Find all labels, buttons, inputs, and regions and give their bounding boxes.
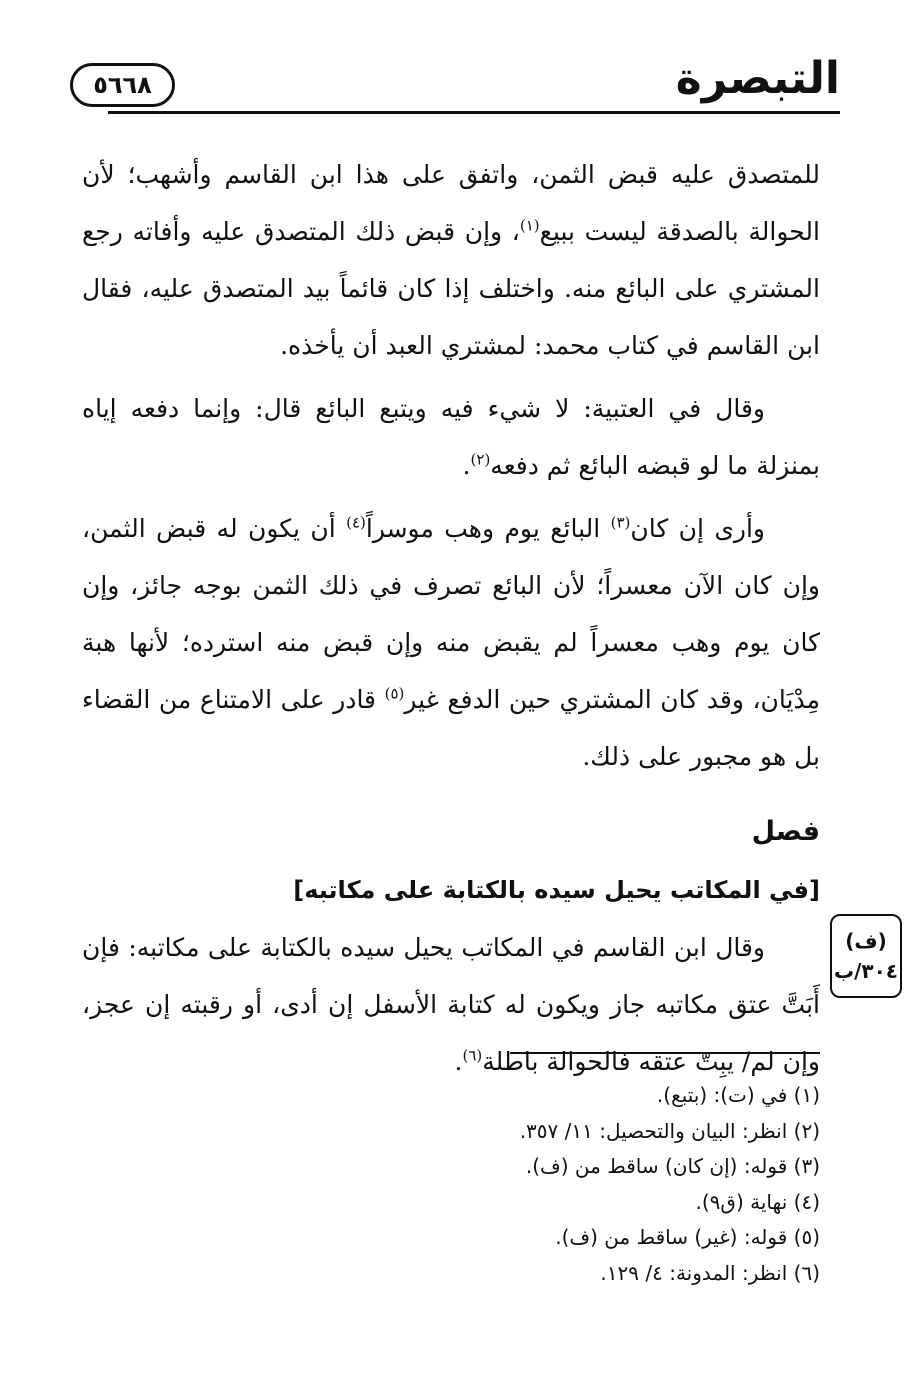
footnote-ref-1: (١) — [519, 216, 540, 235]
paragraph-3-part-c: أن يكون له قبض الثمن، وإن كان الآن معسراً؛ لأن البائع تصرف في ذلك الثمن بوجه جائز، وإن كان يوم وهب معسراً لم يقبض منه وإن قبض منه استرده؛ لأنها هبة مِدْيَان، وقد كان المشتري حين الدفع غير — [82, 514, 820, 714]
footnotes — [300, 1078, 820, 1291]
footnote-ref-3: (٣) — [610, 513, 631, 532]
paragraph-3 — [82, 500, 820, 785]
footnote-3: (٣) قوله: (إن كان) ساقط من (ف). — [525, 1154, 820, 1178]
paragraph-3-part-a: وأرى إن كان — [630, 514, 765, 543]
section-subtitle: [في المكاتب يحيل سيده بالكتابة على مكاتبه] — [293, 876, 820, 904]
paragraph-2-end: . — [462, 451, 471, 480]
footnote-ref-6: (٦) — [462, 1046, 483, 1065]
footnote-5: (٥) قوله: (غير) ساقط من (ف). — [555, 1225, 820, 1249]
paragraph-3-part-b: البائع يوم وهب موسراً — [365, 514, 611, 543]
paragraph-4-end: . — [454, 1047, 463, 1076]
paragraph-3-part-d: قادر على الامتناع من القضاء بل هو مجبور على ذلك. — [82, 685, 820, 771]
footnote-ref-2: (٢) — [470, 450, 491, 469]
main-text — [82, 146, 820, 1096]
paragraph-4 — [82, 919, 820, 1090]
paragraph-1-part-b: ، وإن قبض ذلك المتصدق عليه وأفاته رجع المشتري على البائع منه. واختلف إذا كان قائماً بيد المتصدق عليه، فقال ابن القاسم في كتاب محمد: لمشتري العبد أن يأخذه. — [82, 217, 820, 360]
margin-note-siglum: (ف) — [845, 929, 887, 953]
book-title: التبصرة — [675, 53, 840, 104]
paragraph-1-part-a: للمتصدق عليه قبض الثمن، واتفق على هذا ابن القاسم وأشهب؛ لأن الحوالة بالصدقة ليست ببيع — [82, 160, 820, 246]
paragraph-2 — [82, 380, 820, 494]
footnote-1: (١) في (ت): (بتبع). — [656, 1083, 820, 1107]
footnote-2: (٢) انظر: البيان والتحصيل: ١١/ ٣٥٧. — [519, 1118, 820, 1143]
header-rule — [108, 111, 840, 114]
footnote-separator — [510, 1052, 820, 1054]
footnote-4: (٤) نهاية (ق٩). — [695, 1189, 820, 1214]
paragraph-4-text: وقال ابن القاسم في المكاتب يحيل سيده بالكتابة على مكاتبه: فإن أَبَتَّ عتق مكاتبه جاز ويكون له كتابة الأسفل إن أدى، أو رقبته إن عجز، وإن لم/ يبِتّ عتقه فالحوالة باطلة — [82, 933, 820, 1076]
section-title: فصل — [751, 816, 820, 847]
footnote-ref-5: (٥) — [384, 684, 405, 703]
paragraph-1 — [82, 146, 820, 374]
manuscript-margin-note — [830, 914, 902, 998]
margin-note-folio: ٣٠٤/ب — [833, 959, 899, 983]
page-header — [70, 55, 840, 130]
footnote-6: (٦) انظر: المدونة: ٤/ ١٢٩. — [600, 1260, 820, 1285]
paragraph-2-text: وقال في العتبية: لا شيء فيه ويتبع البائع قال: وإنما دفعه إياه بمنزلة ما لو قبضه البائع ثم دفعه — [82, 394, 820, 480]
page-number: ٥٦٦٨ — [70, 63, 175, 107]
footnote-ref-4: (٤) — [346, 513, 366, 532]
